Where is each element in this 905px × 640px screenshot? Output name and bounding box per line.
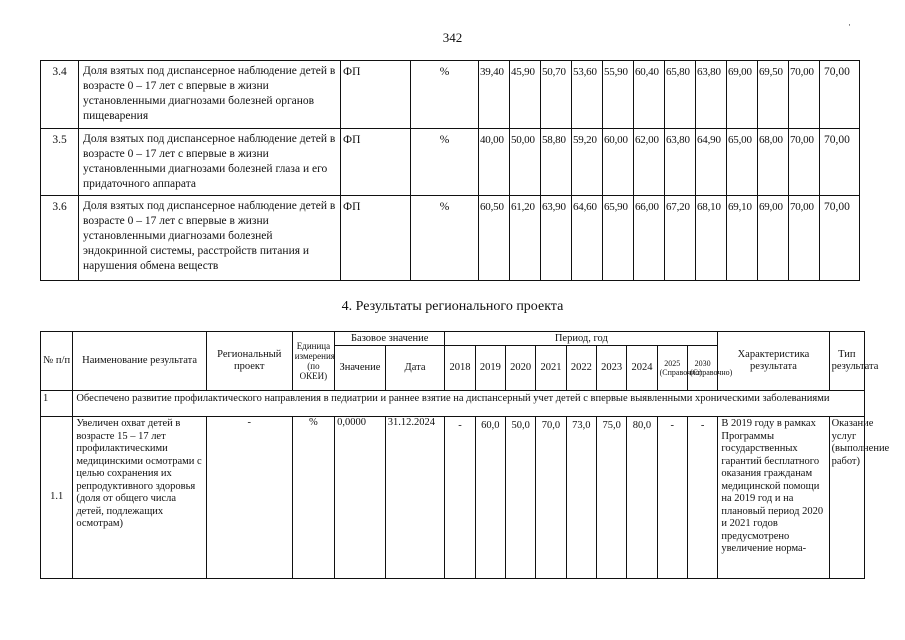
result-year-value: 80,0 (627, 417, 657, 579)
indicator-value: 60,50 (479, 196, 510, 281)
page-number: 342 (442, 30, 463, 45)
indicator-source: ФП (341, 196, 411, 281)
result-num: 1.1 (41, 417, 73, 579)
header-year: 2022 (566, 346, 596, 391)
header-year: 2020 (506, 346, 536, 391)
indicator-value: 40,00 (479, 129, 510, 196)
result-year-value: 60,0 (475, 417, 505, 579)
indicator-value: 55,90 (603, 61, 634, 129)
header-year: 2021 (536, 346, 566, 391)
header-year: 2023 (596, 346, 626, 391)
result-value-2030: - (687, 417, 717, 579)
indicator-unit: % (411, 129, 479, 196)
results-table (40, 331, 890, 579)
indicator-value: 65,80 (665, 61, 696, 129)
result-name: Увеличен охват детей в возрасте 15 – 17 лет профилактическими медицинскими осмотрами с целью сохранения их репродуктивного здоровья (доля от общего числа детей, подлежащих осмотрам) (73, 417, 206, 579)
corner-mark: · (848, 20, 851, 30)
indicator-row (41, 61, 860, 129)
indicator-num: 3.4 (41, 61, 79, 129)
indicator-value: 70,00 (789, 129, 820, 196)
indicator-num: 3.5 (41, 129, 79, 196)
indicator-value: 53,60 (572, 61, 603, 129)
indicator-name: Доля взятых под диспансерное наблюдение детей в возрасте 0 – 17 лет с впервые в жизни установленными диагнозами болезней эндокринной системы, расстройств питания и нарушения обмена веществ (79, 196, 341, 281)
indicator-value: 68,10 (696, 196, 727, 281)
indicator-source: ФП (341, 129, 411, 196)
indicator-value: 69,00 (758, 196, 789, 281)
indicators-table (40, 60, 860, 281)
group-title: Обеспечено развитие профилактического направления в педиатрии и раннее взятие на диспансерный учет детей с впервые выявленными хроническими заболеваниями (73, 391, 865, 417)
indicator-value: 58,80 (541, 129, 572, 196)
header-type: Тип результата (829, 332, 864, 391)
header-baseline: Базовое значение (335, 332, 445, 346)
indicator-value: 62,00 (634, 129, 665, 196)
header-baseline-date: Дата (385, 346, 445, 391)
indicator-value: 70,00 (789, 61, 820, 129)
indicator-value: 65,00 (727, 129, 758, 196)
result-regional-project: - (206, 417, 292, 579)
indicator-value: 69,50 (758, 61, 789, 129)
indicator-value: 70,00 (789, 196, 820, 281)
indicator-row (41, 129, 860, 196)
indicator-value: 64,90 (696, 129, 727, 196)
header-year: 2018 (445, 346, 475, 391)
result-year-value: 70,0 (536, 417, 566, 579)
indicator-num: 3.6 (41, 196, 79, 281)
indicator-value: 63,80 (696, 61, 727, 129)
header-baseline-value: Значение (335, 346, 386, 391)
indicator-name: Доля взятых под диспансерное наблюдение детей в возрасте 0 – 17 лет с впервые в жизни установленными диагнозами болезней органов пищеварения (79, 61, 341, 129)
indicator-value: 45,90 (510, 61, 541, 129)
indicator-final-value: 70,00 (820, 196, 860, 281)
header-year-2025: 2025 (Справочно) (657, 346, 687, 391)
indicator-source: ФП (341, 61, 411, 129)
indicator-value: 50,00 (510, 129, 541, 196)
indicator-value: 50,70 (541, 61, 572, 129)
indicator-value: 63,80 (665, 129, 696, 196)
header-period: Период, год (445, 332, 718, 346)
result-type: Оказание услуг (выполнение работ) (829, 417, 864, 579)
indicator-value: 61,20 (510, 196, 541, 281)
result-year-value: 75,0 (596, 417, 626, 579)
indicator-unit: % (411, 61, 479, 129)
result-year-value: 73,0 (566, 417, 596, 579)
header-regional-project: Региональный проект (206, 332, 292, 391)
header-num: № п/п (41, 332, 73, 391)
indicator-value: 68,00 (758, 129, 789, 196)
indicator-value: 66,00 (634, 196, 665, 281)
result-baseline-value: 0,0000 (335, 417, 386, 579)
indicator-value: 59,20 (572, 129, 603, 196)
header-year-2030: 2030 (Справочно) (687, 346, 717, 391)
indicator-final-value: 70,00 (820, 129, 860, 196)
result-value-2025: - (657, 417, 687, 579)
result-year-value: - (445, 417, 475, 579)
indicator-value: 69,00 (727, 61, 758, 129)
indicator-value: 63,90 (541, 196, 572, 281)
indicator-value: 65,90 (603, 196, 634, 281)
indicator-row (41, 196, 860, 281)
header-unit: Единица измерения (по ОКЕИ) (292, 332, 334, 391)
indicator-name: Доля взятых под диспансерное наблюдение детей в возрасте 0 – 17 лет с впервые в жизни установленными диагнозами болезней глаза и его придаточного аппарата (79, 129, 341, 196)
header-characteristic: Характеристика результата (718, 332, 829, 391)
result-characteristic: В 2019 году в рамках Программы государственных гарантий бесплатного оказания гражданам медицинской помощи на 2019 год и на плановый период 2020 и 2021 годов предусмотрено увеличение норма- (718, 417, 829, 579)
indicator-value: 67,20 (665, 196, 696, 281)
indicator-unit: % (411, 196, 479, 281)
result-baseline-date: 31.12.2024 (385, 417, 445, 579)
indicator-value: 60,00 (603, 129, 634, 196)
indicator-value: 39,40 (479, 61, 510, 129)
section-title: 4. Результаты регионального проекта (341, 299, 564, 314)
indicator-value: 64,60 (572, 196, 603, 281)
result-unit: % (292, 417, 334, 579)
indicator-value: 69,10 (727, 196, 758, 281)
header-name: Наименование результата (73, 332, 206, 391)
group-num: 1 (41, 391, 73, 417)
header-year: 2024 (627, 346, 657, 391)
header-year: 2019 (475, 346, 505, 391)
indicator-value: 60,40 (634, 61, 665, 129)
indicator-final-value: 70,00 (820, 61, 860, 129)
result-year-value: 50,0 (506, 417, 536, 579)
